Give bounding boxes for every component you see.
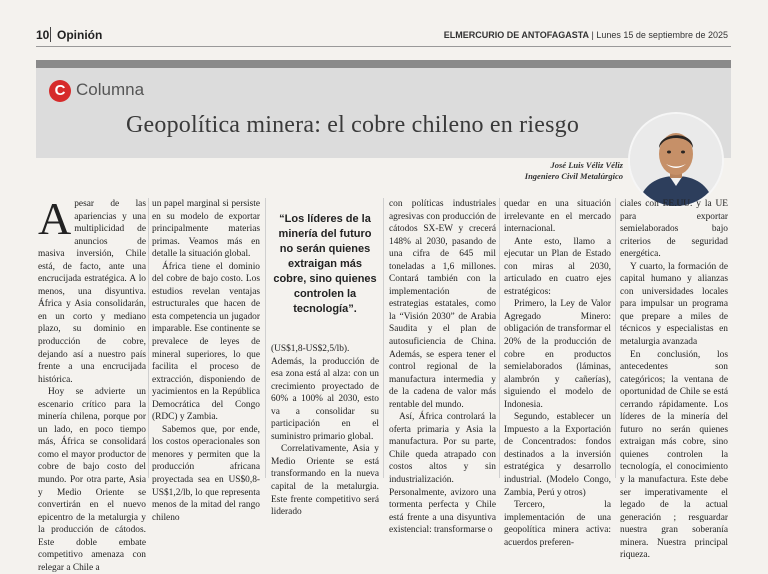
paragraph: África tiene el dominio del cobre de bajo costo. Los estudios revelan ventajas estructurales que hacen de esta competencia un jugador imparable. Ese continente se prevalece de leyes de mineral superiores, lo que facilita el proceso de extracción, disponiendo de yacimientos en la República Democrática del Congo (RDC) y Zambia. bbox=[152, 261, 260, 423]
paragraph: con políticas industriales agresivas con producción de cátodos SX-EW y crecerá 148% al 2030, pasando de una cifra de 645 mil toneladas a 1,6 millones. Contará también con la implementación de estrategias estatales, como la “Visión 2030” de Arabia Saudita y el plan de autosuficiencia de China. Además, se espera tener el control regional de la manufactura intermedia y de la cadena de valor más rentable del mundo. bbox=[389, 199, 496, 410]
column-divider bbox=[499, 198, 500, 478]
paragraph: Hoy se advierte un escenario crítico para la minería chilena, porque por un lado, en poco tiempo más, África se consolidará como el mayor productor de cobre de bajo costo del mundo. Por otra parte, Asia y Medio Oriente se convertirán en el nuevo epicentro de la metalurgia y la producción de cátodos. Este doble embate competitivo amenaza con relegar a Chile a bbox=[38, 387, 146, 573]
author-name: José Luis Véliz Véliz bbox=[550, 160, 623, 170]
paragraph: (US$1,8-US$2,5/lb). Además, la producción de esa zona está al alza: con un crecimiento proyectado de 60% a 100% al 2030, esto va a consolidar su participación en el suministro primario global. bbox=[271, 344, 379, 442]
paragraph: Correlativamente, Asia y Medio Oriente se está transformando en la nueva capital de la metalurgia. Este frente competitivo será liderado bbox=[271, 444, 379, 518]
column-divider bbox=[615, 198, 616, 478]
article-column-4 bbox=[389, 198, 496, 537]
paragraph: ciales con EE.UU. y la UE para exportar semielaborados bajo criterios de seguridad energética. bbox=[620, 199, 728, 260]
paragraph: Ante esto, llamo a ejecutar un Plan de Estado con miras al 2030, articulado en cuatro ejes estratégicos: bbox=[504, 236, 611, 297]
publication-date: Lunes 15 de septiembre de 2025 bbox=[596, 30, 728, 40]
column-divider bbox=[265, 198, 266, 478]
paragraph: Sabemos que, por ende, los costos operacionales son menores y permiten que la producción africana proyectada sea en US$0,8-US$1,2/lb, lo que representa menos de la mitad del rango chileno bbox=[152, 424, 260, 523]
header-rule bbox=[36, 46, 731, 47]
article-column-5 bbox=[504, 198, 611, 549]
paragraph: un papel marginal si persiste en su modelo de exportar principalmente materias primas. Veamos más en detalle la situación global. bbox=[152, 199, 260, 260]
column-divider bbox=[383, 198, 384, 478]
author-role: Ingeniero Civil Metalúrgico bbox=[524, 171, 623, 181]
column-label: Columna bbox=[76, 80, 145, 99]
article-column-1 bbox=[38, 193, 146, 574]
column-divider bbox=[148, 198, 149, 478]
publication-line: ELMERCURIO DE ANTOFAGASTA | Lunes 15 de septiembre de 2025 bbox=[443, 30, 728, 40]
article-column-3 bbox=[271, 343, 379, 519]
paragraph: quedar en una situación irrelevante en el mercado internacional. bbox=[504, 199, 611, 235]
section-name: Opinión bbox=[57, 28, 103, 42]
header-separator bbox=[50, 27, 51, 42]
author-photo bbox=[628, 112, 724, 208]
paragraph: Segundo, establecer un Impuesto a la Exportación de Concentrados: fondos destinados a la inversión estratégica y desarrollo industrial. (Modelo Congo, Zambia, Perú y otros) bbox=[504, 412, 611, 498]
author-byline bbox=[525, 160, 623, 182]
pull-quote bbox=[271, 212, 379, 317]
pull-quote-text: “Los líderes de la minería del futuro no serán quienes extraigan más cobre, sino quienes controlen la tecnología”. bbox=[273, 213, 377, 315]
article-title: Geopolítica minera: el cobre chileno en riesgo bbox=[126, 112, 580, 138]
article-column-6 bbox=[620, 198, 728, 562]
drop-cap: A bbox=[38, 193, 72, 244]
page-header bbox=[0, 0, 768, 44]
paragraph: pesar de las apariencias y una multiplicidad de anuncios de masiva inversión, Chile está, de facto, ante una encrucijada estratégica. A lo menos, una disyuntiva. África y Asia consolidarán, en un corto y mediano plazo, su dominio en producción de cobre, dejando así a nuestro país frente a una encrucijada histórica. bbox=[38, 199, 146, 385]
paragraph: Tercero, la implementación de una geopolítica minera activa: acuerdos preferen- bbox=[504, 500, 611, 548]
page-number: 10 bbox=[36, 28, 50, 42]
paragraph: Primero, la Ley de Valor Agregado Minero: obligación de transformar el 20% de la producción de cobre en productos semielaborados (láminas, alambrón y cañerías), siguiendo el modelo de Indonesia. bbox=[504, 299, 611, 410]
publication-name: ELMERCURIO DE ANTOFAGASTA bbox=[443, 30, 590, 40]
paragraph: Y cuarto, la formación de capital humano y alianzas con universidades locales para impulsar un programa que prepare a miles de técnicos y especialistas en metalurgia avanzada bbox=[620, 261, 728, 348]
column-header-band bbox=[36, 60, 731, 68]
paragraph: En conclusión, los antecedentes son categóricos; la ventana de oportunidad de Chile se está cerrando rápidamente. Los líderes de la minería del futuro no serán quienes extraigan más cobre, sino quienes controlen la tecnología, el conocimiento y la manufactura. Este debe ser imperativamente el legado de la actual generación ; resguardar nuestra gran soberanía minera. Nuestra principal riqueza. bbox=[620, 349, 728, 561]
paragraph: Así, África controlará la oferta primaria y Asia la manufactura. Por su parte, Chile queda atrapado con costos altos y sin industrialización. Personalmente, avizoro una tormenta perfecta y Chile está frente a una disyuntiva existencial: transformarse o bbox=[389, 412, 496, 536]
column-badge-icon: C bbox=[49, 80, 71, 102]
article-column-2 bbox=[152, 198, 260, 524]
